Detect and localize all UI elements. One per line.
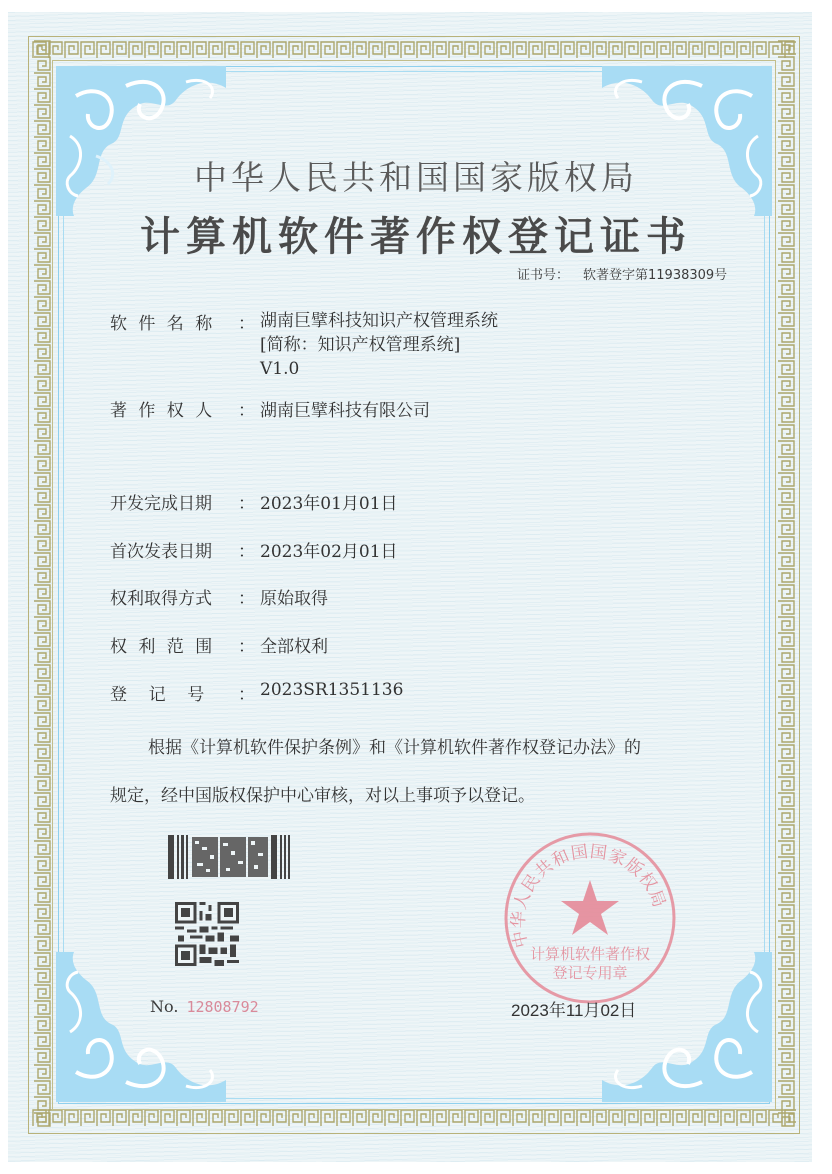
certificate-number-value: 软著登字第11938309号: [583, 268, 728, 283]
rights-acquisition-method-value: 原始取得: [260, 589, 328, 609]
seal-inner-line-1: 计算机软件著作权: [529, 945, 651, 963]
meander-border-left: [32, 40, 52, 1128]
field-rights-scope: 权 利 范 围 ： 全部权利: [110, 632, 328, 657]
issue-date: 2023年11月02日: [511, 1001, 637, 1020]
document-title: 计算机软件著作权登记证书: [140, 213, 692, 260]
registration-number-value: 2023SR1351136: [260, 680, 404, 700]
statement-line-1: 根据《计算机软件保护条例》和《计算机软件著作权登记办法》的: [148, 738, 641, 758]
serial-label: No.: [150, 997, 179, 1016]
software-version: V1.0: [260, 359, 300, 379]
field-label: 开发完成日期: [110, 494, 212, 514]
seal-ring-text: 中华人民共和国国家版权局: [508, 841, 670, 950]
development-completion-date-value: 2023年01月01日: [260, 494, 398, 514]
field-label: 权利取得方式: [110, 589, 212, 609]
field-label: 权 利 范 围: [110, 637, 216, 657]
field-rights-acquisition-method: 权利取得方式 ： 原始取得: [110, 584, 328, 609]
statement-line-2: 规定，经中国版权保护中心审核，对以上事项予以登记。: [110, 786, 535, 806]
qr-code-icon: [175, 902, 239, 966]
certificate-number: [517, 264, 727, 283]
barcode-icon: [168, 835, 290, 879]
software-name-value: 湖南巨擘科技知识产权管理系统: [260, 311, 498, 331]
certificate-number-label: 证书号：: [517, 268, 570, 283]
field-label: 软 件 名 称: [110, 314, 216, 334]
meander-border-right: [776, 40, 796, 1128]
serial-number: [150, 997, 259, 1016]
field-registration-number: 登 记 号 ： 2023SR1351136: [110, 680, 404, 705]
field-label: 登 记 号: [110, 685, 205, 705]
field-first-publication-date: 首次发表日期 ： 2023年02月01日: [110, 537, 398, 562]
field-copyright-owner: 著 作 权 人 ： 湖南巨擘科技有限公司: [110, 396, 430, 421]
copyright-owner-value: 湖南巨擘科技有限公司: [260, 401, 430, 421]
seal-inner-line-2: 登记专用章: [552, 964, 628, 982]
official-seal: [500, 828, 680, 1008]
meander-border-top: [32, 40, 796, 60]
software-short-name: [简称：知识产权管理系统]: [260, 335, 461, 355]
star-icon: [561, 880, 619, 935]
issuer-title: 中华人民共和国国家版权局: [194, 158, 638, 197]
field-software-name: 软 件 名 称 ： 湖南巨擘科技知识产权管理系统 [简称：知识产权管理系统] V1.0: [110, 311, 498, 379]
field-label: 首次发表日期: [110, 542, 212, 562]
meander-border-bottom: [32, 1108, 796, 1128]
corner-ornament-bottom-left: [56, 952, 226, 1102]
first-publication-date-value: 2023年02月01日: [260, 542, 398, 562]
rights-scope-value: 全部权利: [260, 637, 328, 657]
serial-number-value: 12808792: [186, 998, 259, 1016]
field-label: 著 作 权 人: [110, 401, 216, 421]
field-development-completion-date: 开发完成日期 ： 2023年01月01日: [110, 489, 398, 514]
